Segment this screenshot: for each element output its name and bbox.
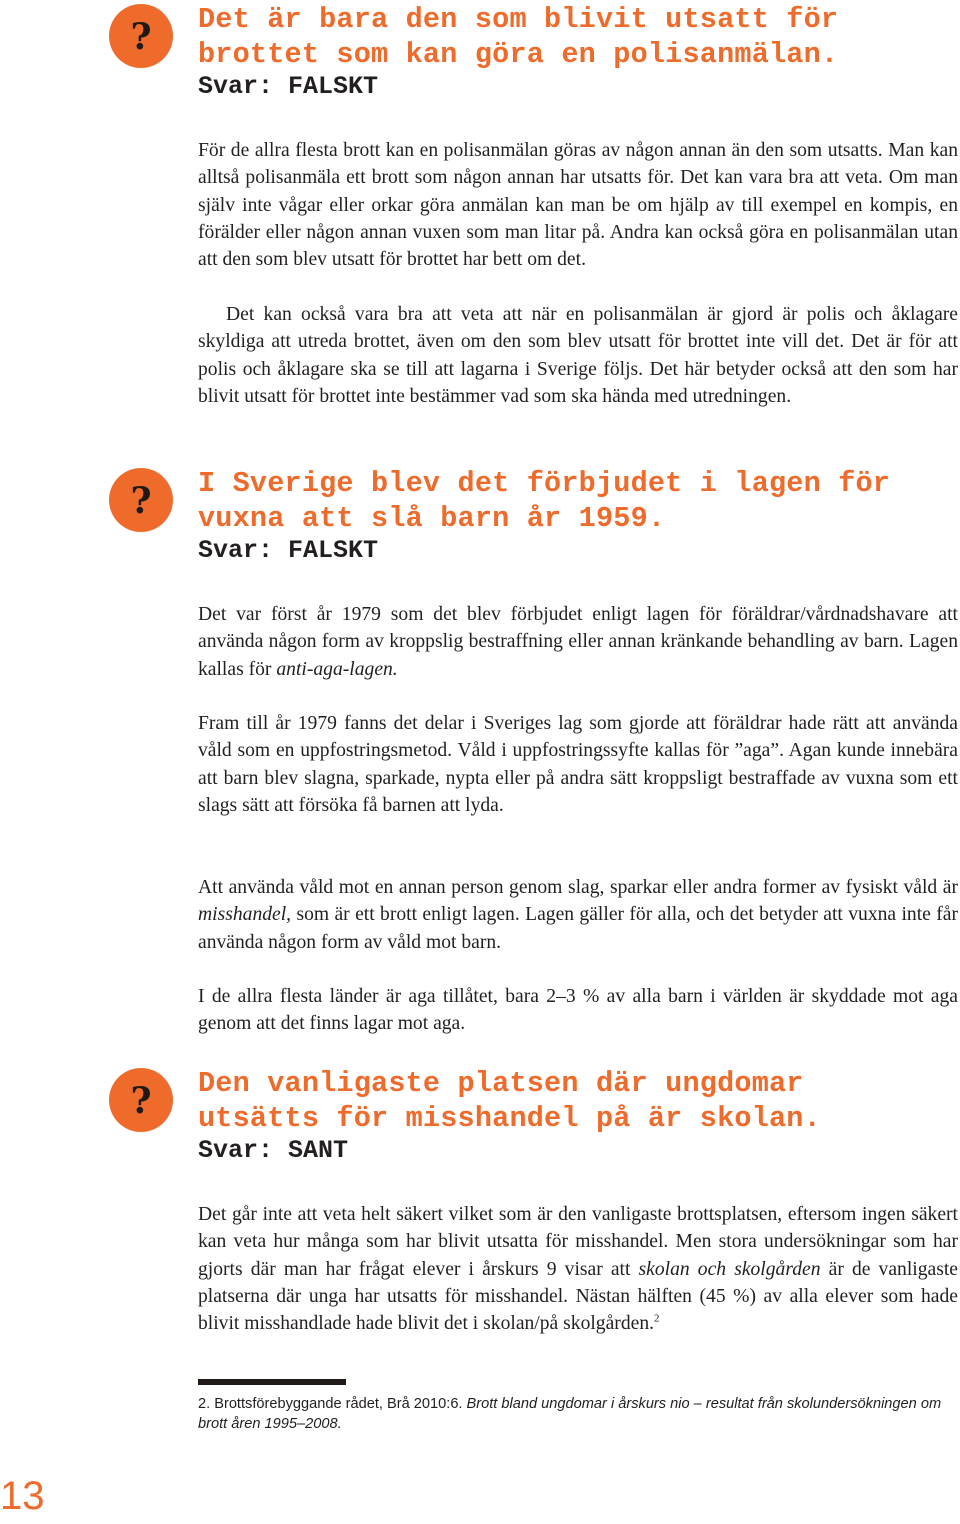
body-paragraph: Att använda våld mot en annan person genom slag, sparkar eller andra former av fysiskt våld är misshandel, som är ett brott enligt lagen. Lagen gäller för alla, och det betyder att vuxna inte får använda någon form av våld mot barn. <box>198 877 958 953</box>
footnote-reference: 2 <box>654 1312 660 1325</box>
question-heading: Det är bara den som blivit utsatt för brottet som kan göra en polisanmälan. <box>198 3 839 71</box>
answer-label: Svar: SANT <box>198 1136 349 1165</box>
footnote-title: Brott bland ungdomar i årskurs nio – resultat från skolundersökningen om brott åren 1995–2008. <box>198 1396 942 1432</box>
question-mark-glyph: ? <box>130 1080 152 1122</box>
question-mark-glyph: ? <box>130 480 152 522</box>
body-paragraph: Fram till år 1979 fanns det delar i Sveriges lag som gjorde att föräldrar hade rätt att använda våld som en uppfostringsmetod. Våld i uppfostringssyfte kallas för ”aga”. Agan kunde innebära att barn blev slagna, sparkade, nypta eller på andra sätt kroppsligt bestraffade av vuxna som ett slags sätt att försöka få barnen att lyda. <box>198 713 958 816</box>
body-paragraph: Det kan också vara bra att veta att när en polisanmälan är gjord är polis och åklagare skyldiga att utreda brottet, även om den som blev utsatt för brottet inte vill det. Det är för att polis och åklagare ska se till att lagarna i Sverige följs. Det här betyder också att den som har blivit utsatt för brottet inte bestämmer vad som ska hända med utredningen. <box>198 304 958 407</box>
footnote-number: 2. <box>198 1396 211 1412</box>
answer-label: Svar: FALSKT <box>198 72 379 101</box>
body-paragraph: Det går inte att veta helt säkert vilket som är den vanligaste brottsplatsen, eftersom ingen säkert kan veta hur många som har blivit utsatta för misshandel. Men stora undersökningar som har gjorts där man har frågat elever i årskurs 9 visar att skolan och skolgården är de vanligaste platserna där unga har utsatts för misshandel. Nästan hälften (45 %) av alla elever som hade blivit misshandlade hade blivit det i skolan/på skolgården.$^2$ <box>198 1204 958 1335</box>
body-paragraph: För de allra flesta brott kan en polisanmälan göras av någon annan än den som utsatts. Man kan alltså polisanmäla ett brott som någon annan har utsatts för. Det kan vara bra att veta. Om man själv inte vågar eller orkar göra anmälan kan man be om hjälp av till exempel en kompis, en förälder eller någon annan vuxen som man litar på. Andra kan också göra en polisanmälan utan att den som blev utsatt för brottet har bett om det. <box>198 140 958 271</box>
body-paragraph: Det var först år 1979 som det blev förbjudet enligt lagen för föräldrar/vårdnadshavare att använda någon form av kroppslig bestraffning eller annan kränkande behandling av barn. Lagen kallas för anti-aga-lagen. <box>198 604 958 680</box>
question-mark-icon <box>109 1068 173 1132</box>
page-number: 13 <box>0 1474 45 1518</box>
footnote-source: Brottsförebyggande rådet, Brå 2010:6. <box>210 1396 467 1412</box>
law-name: anti-aga-lagen. <box>276 658 398 680</box>
question-mark-icon <box>109 468 173 532</box>
footnote <box>198 1394 958 1434</box>
footnote-divider <box>198 1379 346 1385</box>
emphasis-term: misshandel <box>198 904 287 926</box>
answer-label: Svar: FALSKT <box>198 536 379 565</box>
question-mark-glyph: ? <box>130 16 152 58</box>
question-mark-icon <box>109 4 173 68</box>
question-heading: I Sverige blev det förbjudet i lagen för vuxna att slå barn år 1959. <box>198 467 891 535</box>
body-paragraph: I de allra flesta länder är aga tillåtet, bara 2–3 % av alla barn i världen är skyddade mot aga genom att det finns lagar mot aga. <box>198 986 958 1035</box>
emphasis-term: skolan och skolgården <box>638 1258 821 1280</box>
question-heading: Den vanligaste platsen där ungdomar utsätts för misshandel på är skolan. <box>198 1067 821 1135</box>
